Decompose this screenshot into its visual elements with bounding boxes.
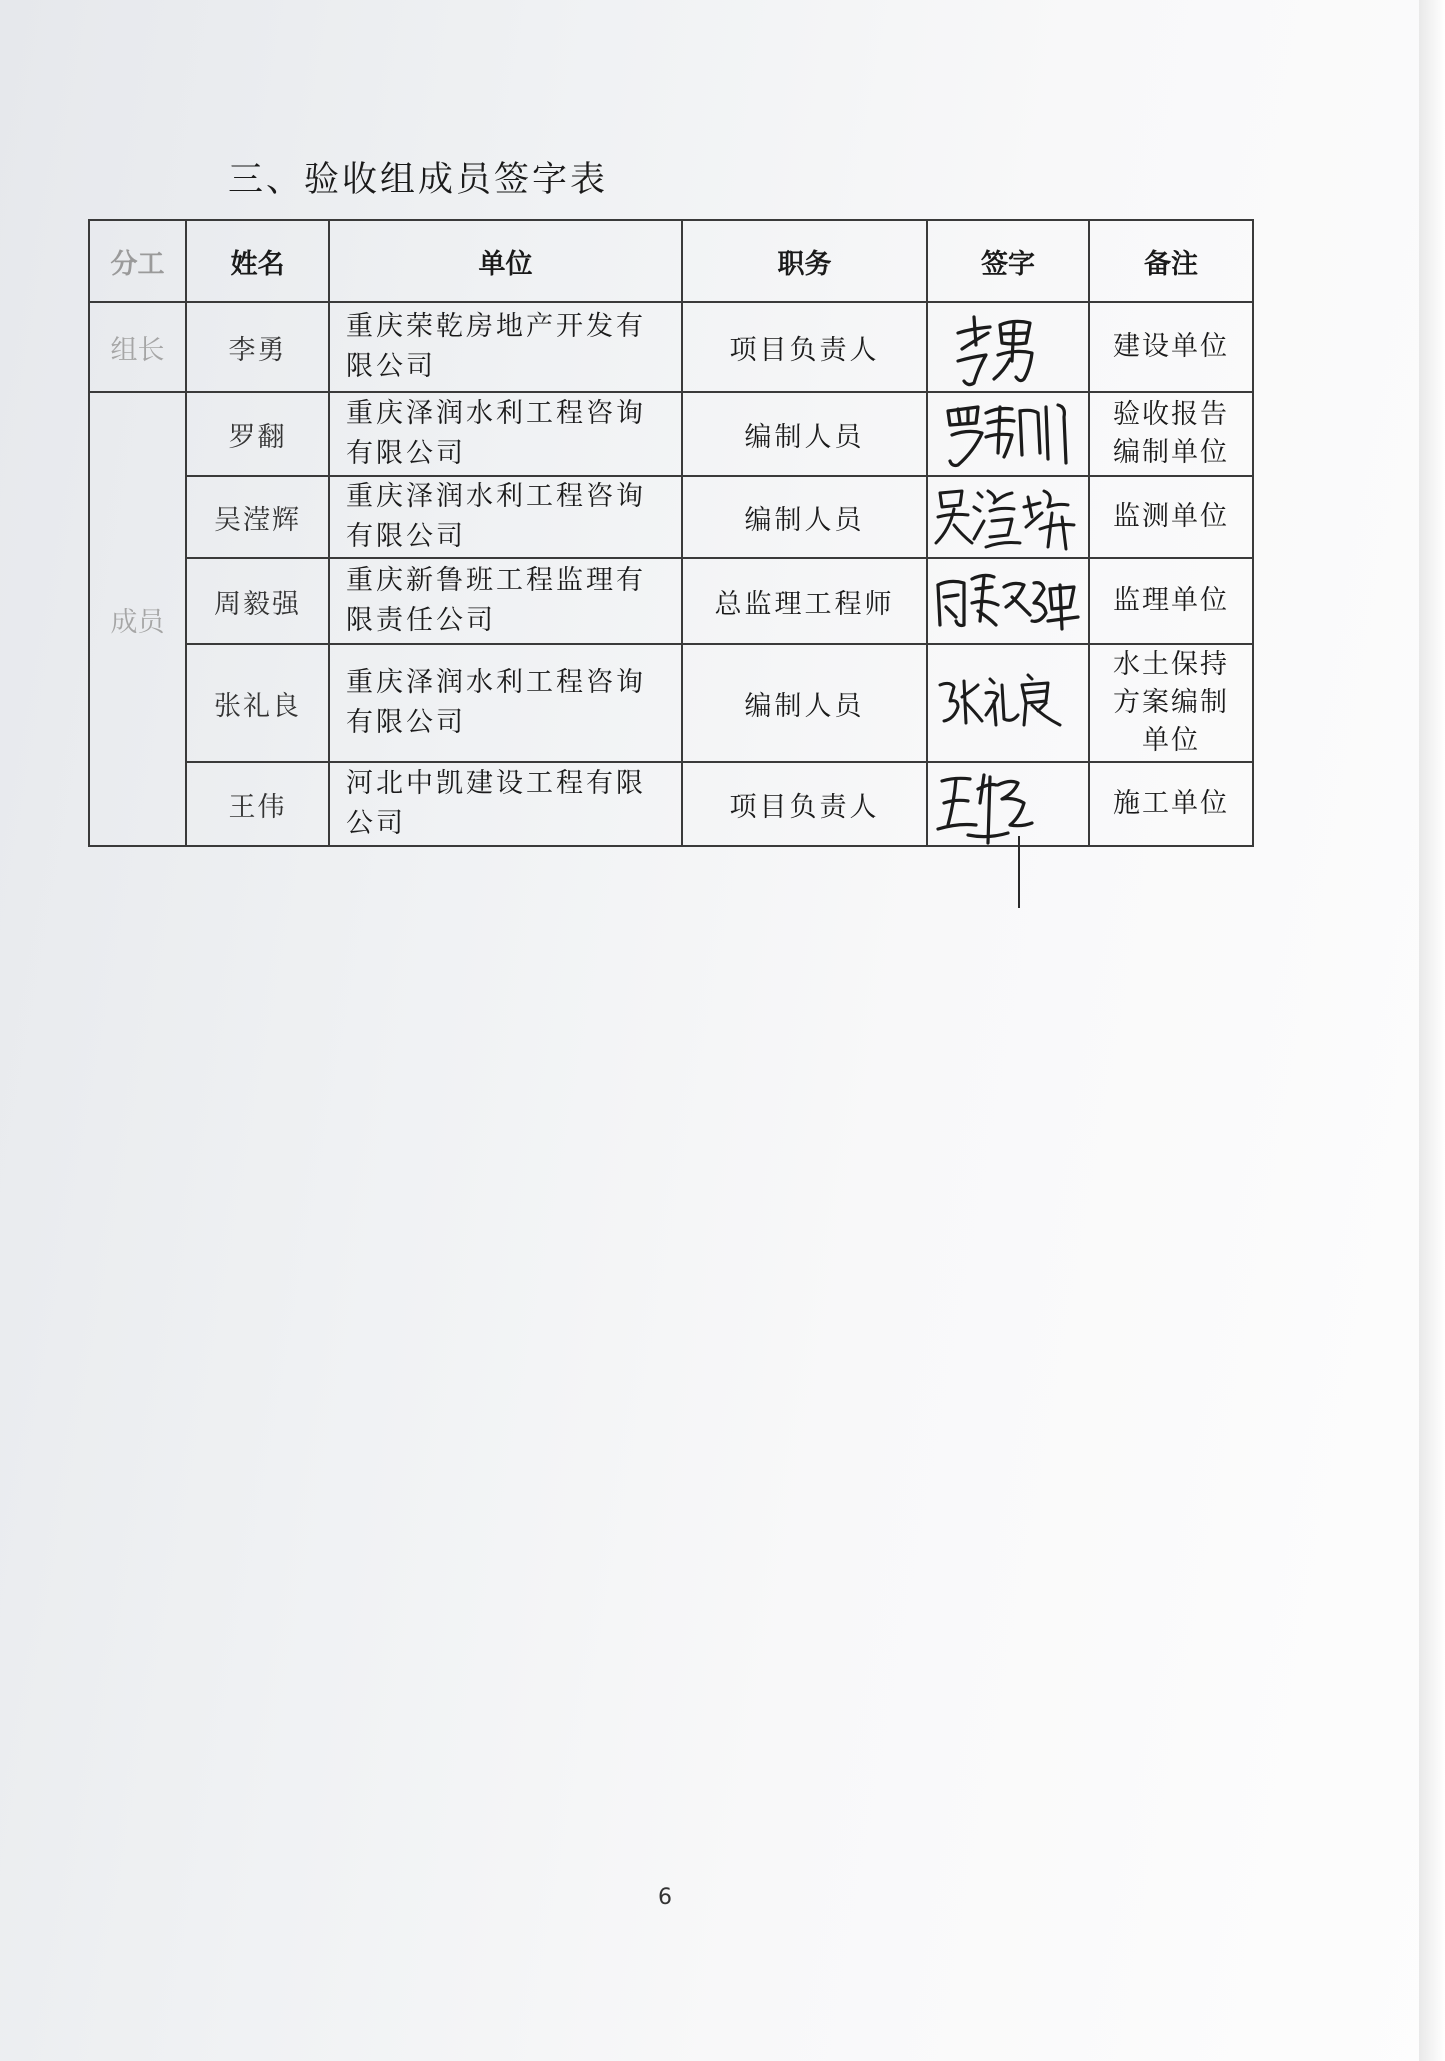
member-unit (329, 476, 682, 558)
unit-line: 有限公司 (346, 438, 466, 469)
signature-cell (927, 644, 1089, 762)
signature-cell (927, 762, 1089, 846)
header-name: 姓名 (186, 220, 329, 302)
unit-line: 河北中凯建设工程有限 (346, 768, 646, 799)
signature-cell (927, 558, 1089, 644)
table-header-row (89, 220, 1253, 302)
signature-cell (927, 302, 1089, 392)
table-row (89, 644, 1253, 762)
header-duty: 职务 (682, 220, 927, 302)
member-note (1089, 644, 1253, 762)
header-unit: 单位 (329, 220, 682, 302)
handwritten-signature-zhang-liliang (928, 645, 1088, 761)
handwritten-signature-wang-wei (928, 763, 1088, 845)
note-line: 验收报告 (1113, 399, 1229, 430)
member-unit (329, 644, 682, 762)
unit-line: 重庆泽润水利工程咨询 (346, 667, 646, 698)
unit-line: 限公司 (346, 351, 436, 382)
member-duty: 编制人员 (682, 392, 927, 476)
member-note (1089, 392, 1253, 476)
table-row (89, 558, 1253, 644)
member-name: 吴滢辉 (186, 476, 329, 558)
member-unit (329, 558, 682, 644)
member-duty: 项目负责人 (682, 762, 927, 846)
member-name: 张礼良 (186, 644, 329, 762)
signature-cell (927, 392, 1089, 476)
handwritten-signature-li-yong (928, 303, 1088, 391)
unit-line: 公司 (346, 808, 406, 839)
member-duty: 总监理工程师 (682, 558, 927, 644)
unit-line: 重庆泽润水利工程咨询 (346, 398, 646, 429)
member-name: 周毅强 (186, 558, 329, 644)
signature-tail-stroke (1018, 836, 1020, 908)
page-edge (1419, 0, 1445, 2061)
unit-line: 重庆新鲁班工程监理有 (346, 565, 646, 596)
table-row (89, 302, 1253, 392)
unit-line: 有限公司 (346, 707, 466, 738)
member-duty: 编制人员 (682, 476, 927, 558)
unit-line: 重庆荣乾房地产开发有 (346, 311, 646, 342)
unit-line: 限责任公司 (346, 605, 496, 636)
member-note: 施工单位 (1089, 762, 1253, 846)
handwritten-signature-wu-yinghui (928, 477, 1088, 557)
member-unit (329, 392, 682, 476)
table-row (89, 392, 1253, 476)
member-note: 监理单位 (1089, 558, 1253, 644)
table-row (89, 762, 1253, 846)
handwritten-signature-zhou-yiqiang (928, 559, 1088, 643)
header-note: 备注 (1089, 220, 1253, 302)
note-line: 方案编制 (1113, 687, 1229, 718)
unit-line: 有限公司 (346, 521, 466, 552)
member-unit (329, 762, 682, 846)
role-members: 成员 (89, 392, 186, 846)
member-note: 建设单位 (1089, 302, 1253, 392)
section-title: 三、验收组成员签字表 (228, 160, 609, 200)
page-number: 6 (658, 1885, 672, 1910)
header-role: 分工 (89, 220, 186, 302)
signature-cell (927, 476, 1089, 558)
note-line: 单位 (1142, 725, 1200, 756)
member-note: 监测单位 (1089, 476, 1253, 558)
member-name: 罗翻 (186, 392, 329, 476)
role-leader: 组长 (89, 302, 186, 392)
handwritten-signature-luo-fan (928, 393, 1088, 475)
member-unit (329, 302, 682, 392)
note-line: 编制单位 (1113, 437, 1229, 468)
member-duty: 编制人员 (682, 644, 927, 762)
signature-table (88, 219, 1254, 847)
member-name: 王伟 (186, 762, 329, 846)
note-line: 水土保持 (1113, 649, 1229, 680)
member-name: 李勇 (186, 302, 329, 392)
header-signature: 签字 (927, 220, 1089, 302)
member-duty: 项目负责人 (682, 302, 927, 392)
table-row (89, 476, 1253, 558)
unit-line: 重庆泽润水利工程咨询 (346, 481, 646, 512)
